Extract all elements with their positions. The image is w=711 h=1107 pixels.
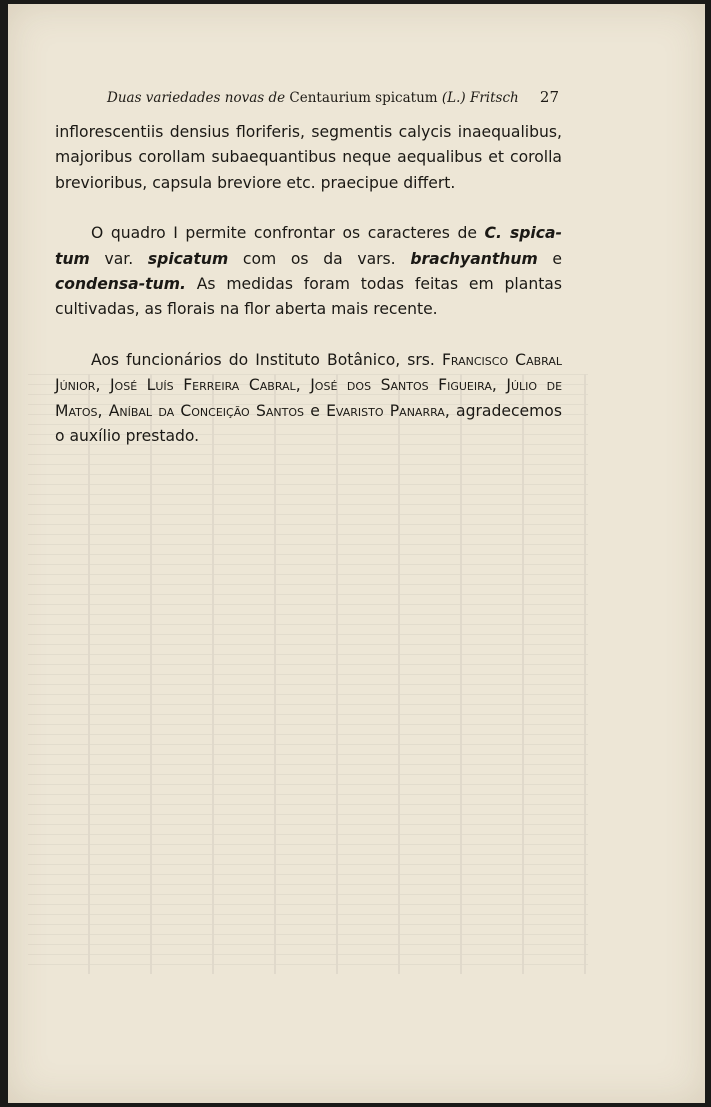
running-title: Duas variedades novas de Centaurium spicatum (L.) Fritsch (107, 90, 519, 106)
person-name: Evaristo Panarra (326, 401, 445, 420)
running-header (107, 88, 559, 106)
person-name: Francisco Cabral Júnior (55, 350, 562, 395)
person-name: Aníbal da Conceição Santos (108, 401, 304, 420)
body-text (55, 120, 562, 449)
person-name: José Luís Ferreira Cabral (109, 376, 296, 395)
paragraph-quadro: O quadro I permite confrontar os caracteres de C. spica-tum var. spicatum com os da vars. brachyanthum e condensa-tum. As medidas foram todas feitas em plantas cultivadas, as florais na flor aberta mais recente. (55, 224, 562, 319)
paragraph-latin-diagnosis: inflorescentiis densius floriferis, segmentis calycis inaequalibus, majoribus corollam subaequantibus neque aequalibus et corolla brevioribus, capsula breviore etc. praecipue differt. (55, 123, 562, 192)
person-name: Júlio de Matos (55, 376, 563, 420)
paragraph-acknowledgements: Aos funcionários do Instituto Botânico, srs. Francisco Cabral Júnior, José Luís Ferreira Cabral, José dos Santos Figueira, Júlio de Matos, Aníbal da Conceição Santos e Evaristo Panarra, agradecemos o auxílio prestado. (55, 350, 563, 446)
show-through-table-shadow (28, 374, 588, 974)
page-number: 27 (539, 88, 559, 106)
page (8, 4, 705, 1103)
person-name: José dos Santos Figueira (310, 376, 492, 395)
